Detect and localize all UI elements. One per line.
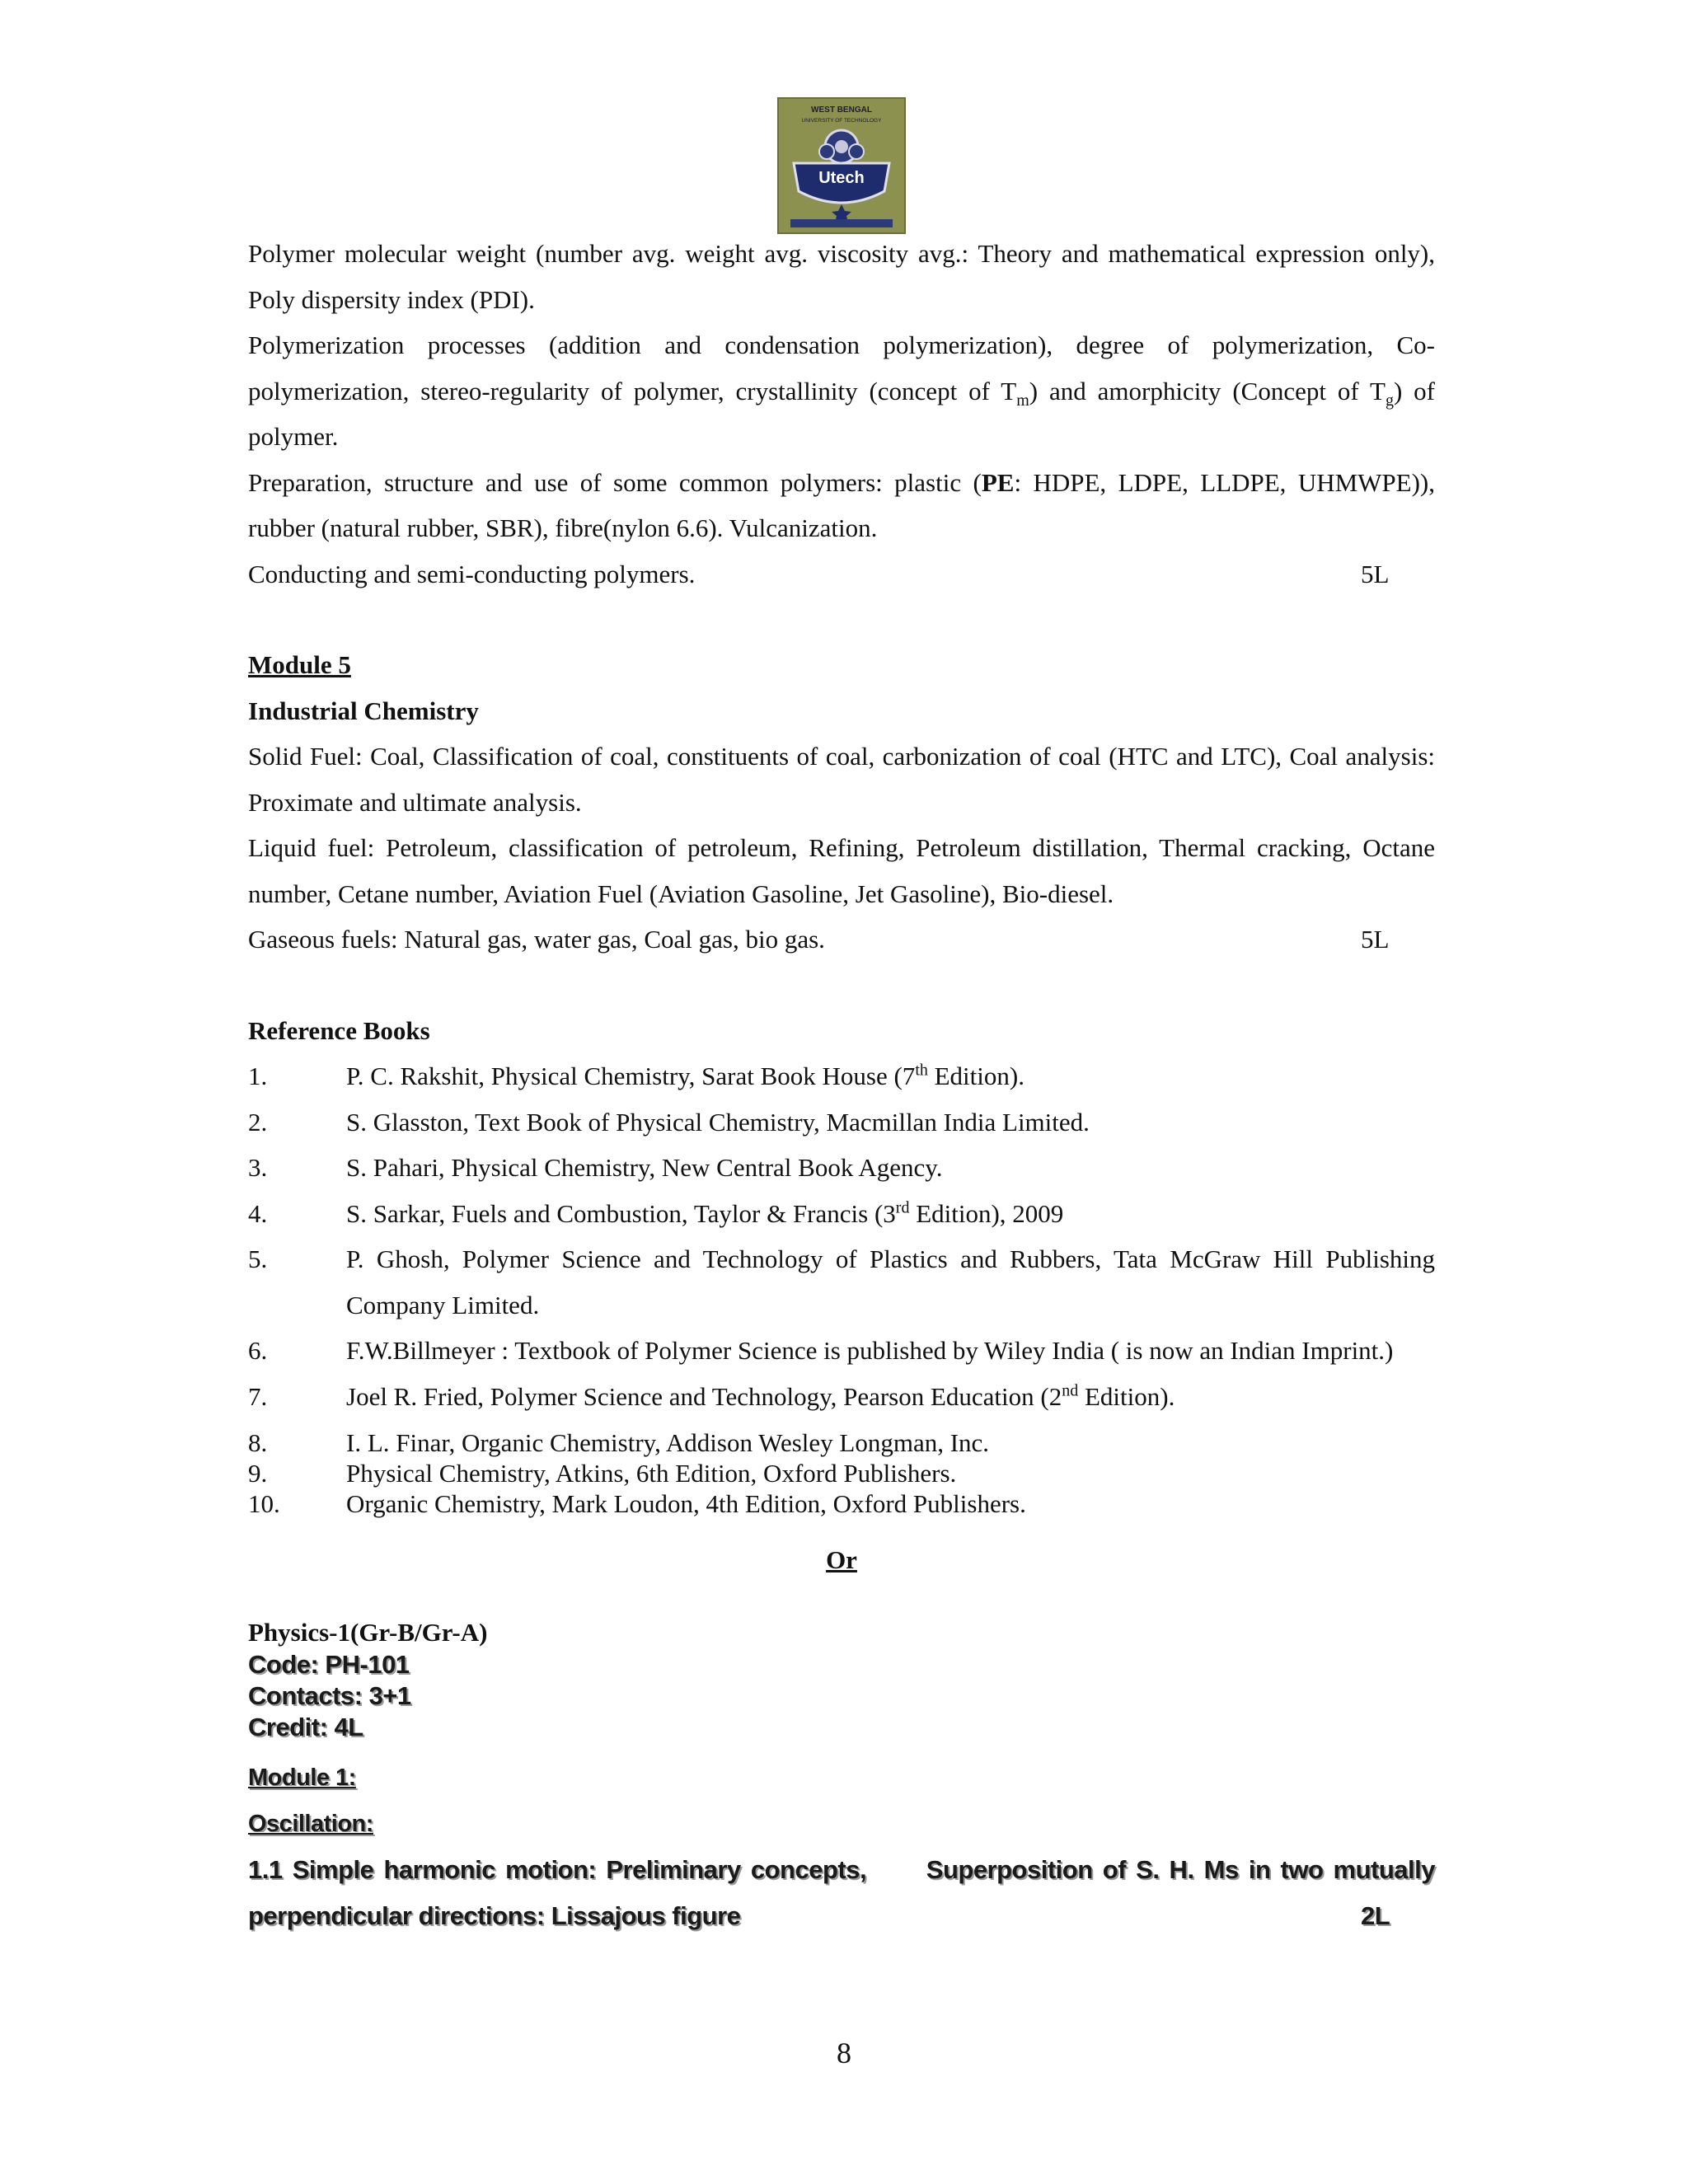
reference-item [248, 1427, 1435, 1458]
reference-text: F.W.Billmeyer : Textbook of Polymer Science is published by Wiley India ( is now an Indian Imprint.) [346, 1336, 1394, 1365]
text-segment: Preparation, structure and use of some common polymers: plastic ( [248, 467, 982, 497]
text-superposition: Superposition of S. H. Ms in two mutually perpendicular directions: Lissajous figure [248, 1854, 1435, 1930]
reference-list [248, 1053, 1435, 1519]
reference-number: 7. [248, 1381, 268, 1411]
text-shm: 1.1 Simple harmonic motion: Preliminary concepts, [248, 1854, 867, 1884]
module-1-heading: Module 1: [248, 1764, 356, 1791]
subscript-g: g [1385, 391, 1394, 410]
reference-text-b: Edition). [927, 1062, 1025, 1090]
physics-section [248, 1616, 1435, 1939]
paragraph-common-polymers [248, 460, 1435, 551]
text-segment: Polymerization processes (addition and condensation polymerization), degree of polymerization, Co-polymerization, stereo-regularity of polymer, crystallinity (concept of T [248, 330, 1435, 405]
or-separator: Or [826, 1545, 857, 1574]
reference-text-a: P. C. Rakshit, Physical Chemistry, Sarat Book House (7 [346, 1062, 916, 1090]
utech-logo-emblem [779, 99, 904, 232]
page-number: 8 [837, 2036, 851, 2069]
reference-books-heading: Reference Books [248, 1015, 430, 1045]
reference-text-b: Edition), 2009 [909, 1198, 1064, 1228]
superscript: rd [895, 1198, 910, 1217]
reference-text [346, 1053, 1435, 1099]
module-5-title: Industrial Chemistry [248, 696, 479, 725]
reference-item [248, 1236, 1435, 1328]
superscript: th [915, 1061, 928, 1080]
reference-text: Organic Chemistry, Mark Loudon, 4th Edition, Oxford Publishers. [346, 1489, 1026, 1518]
reference-item [248, 1191, 1435, 1237]
subscript-m: m [1016, 391, 1029, 410]
reference-text [346, 1374, 1435, 1420]
reference-number: 1. [248, 1062, 268, 1090]
reference-text-b: Edition). [1078, 1381, 1175, 1411]
bold-pe: PE [981, 467, 1015, 497]
paragraph-polymer-molecular-weight: Polymer molecular weight (number avg. weight avg. viscosity avg.: Theory and mathematical expression only), Poly dispersity index (PDI). [248, 239, 1435, 314]
reference-number: 5. [248, 1244, 268, 1273]
module-5-heading: Module 5 [248, 650, 351, 679]
reference-number: 9. [248, 1459, 268, 1488]
superscript: nd [1062, 1381, 1079, 1400]
svg-text:WEST BENGAL: WEST BENGAL [811, 105, 872, 115]
course-code: Code: PH-101 [248, 1649, 410, 1679]
text-segment: : HDPE, LDPE, LLDPE, UHMWPE)), rubber (natural rubber, SBR), fibre(nylon 6.6). Vulcanization. [248, 467, 1436, 542]
reference-number: 2. [248, 1107, 268, 1137]
text-gaseous-fuels: Gaseous fuels: Natural gas, water gas, Coal gas, bio gas. [248, 925, 825, 954]
lecture-count: 5L [1361, 559, 1390, 588]
svg-text:Utech: Utech [818, 169, 865, 187]
text-segment: ) and amorphicity (Concept of T [1029, 376, 1386, 405]
reference-item [248, 1458, 1435, 1488]
paragraph-solid-fuel: Solid Fuel: Coal, Classification of coal, constituents of coal, carbonization of coal (HTC and LTC), Coal analysis: Proximate and ultimate analysis. [248, 742, 1435, 817]
reference-number: 10. [248, 1489, 280, 1518]
text-segment: ) of polymer. [248, 376, 1435, 451]
reference-text: S. Pahari, Physical Chemistry, New Central Book Agency. [346, 1153, 943, 1182]
paragraph-conducting-polymers [248, 551, 1435, 598]
physics-title: Physics-1(Gr-B/Gr-A) [248, 1617, 488, 1647]
reference-item [248, 1053, 1435, 1099]
reference-item [248, 1374, 1435, 1420]
university-logo [777, 97, 906, 234]
reference-number: 6. [248, 1336, 268, 1365]
paragraph-gaseous-fuels [248, 916, 1435, 963]
reference-item [248, 1145, 1435, 1191]
text-conducting-polymers: Conducting and semi-conducting polymers. [248, 559, 696, 588]
reference-number: 3. [248, 1153, 268, 1182]
reference-item [248, 1488, 1435, 1519]
svg-text:UNIVERSITY OF TECHNOLOGY: UNIVERSITY OF TECHNOLOGY [801, 118, 882, 124]
lecture-count: 2L [1361, 1900, 1390, 1930]
oscillation-heading: Oscillation: [248, 1810, 373, 1837]
reference-number: 4. [248, 1198, 268, 1228]
paragraph-liquid-fuel: Liquid fuel: Petroleum, classification of petroleum, Refining, Petroleum distillation, Thermal cracking, Octane number, Cetane number, Aviation Fuel (Aviation Gasoline, Jet Gasoline), Bio-diesel. [248, 833, 1435, 908]
course-credit: Credit: 4L [248, 1712, 363, 1741]
reference-item [248, 1328, 1435, 1374]
reference-text: S. Glasston, Text Book of Physical Chemistry, Macmillan India Limited. [346, 1107, 1090, 1137]
reference-text: P. Ghosh, Polymer Science and Technology of Plastics and Rubbers, Tata McGraw Hill Publishing Company Limited. [346, 1244, 1435, 1319]
course-contacts: Contacts: 3+1 [248, 1680, 411, 1710]
reference-text [346, 1191, 1435, 1237]
lecture-count: 5L [1361, 925, 1390, 954]
reference-text: I. L. Finar, Organic Chemistry, Addison Wesley Longman, Inc. [346, 1428, 990, 1457]
page-content [248, 231, 1435, 1939]
reference-number: 8. [248, 1428, 268, 1457]
reference-item [248, 1099, 1435, 1146]
paragraph-polymerization-processes [248, 322, 1435, 460]
reference-text-a: Joel R. Fried, Polymer Science and Technology, Pearson Education (2 [346, 1381, 1062, 1411]
reference-text-a: S. Sarkar, Fuels and Combustion, Taylor & Francis (3 [346, 1198, 896, 1228]
reference-text: Physical Chemistry, Atkins, 6th Edition, Oxford Publishers. [346, 1459, 957, 1488]
